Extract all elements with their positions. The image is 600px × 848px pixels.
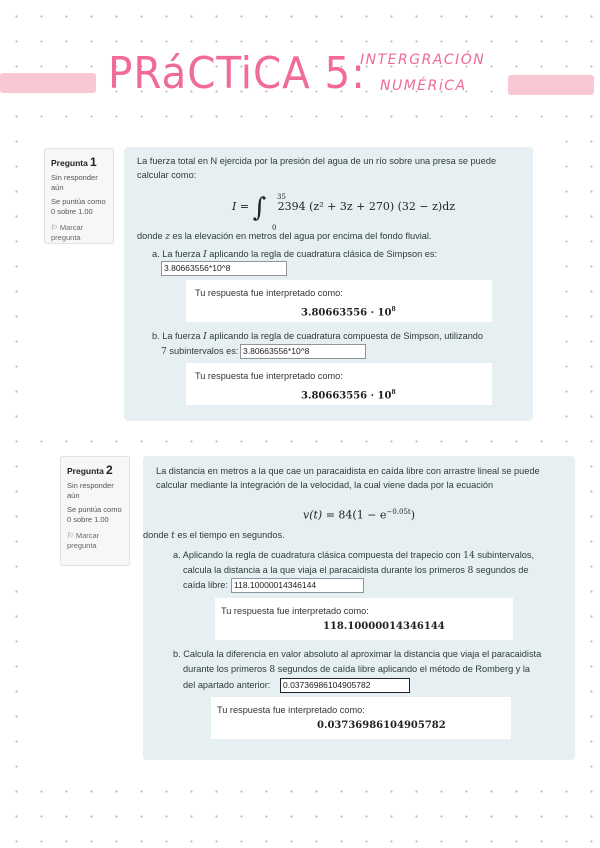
question-status: Sin responder aún	[51, 173, 98, 192]
integral-sign: ∫	[252, 193, 267, 223]
question-2-intro: La distancia en metros a la que cae un paracaidista en caída libre con arrastre lineal se puede calcular mediante la integración de la velocidad, la cual viene dada por la ecuación	[156, 466, 540, 490]
question-2a-line2: calcula la distancia a la que viaja el paracaidista durante los primeros 8 segundos de	[183, 565, 529, 576]
interpretation-label: Tu respuesta fue interpretado como:	[195, 371, 343, 381]
question-1-intro: La fuerza total en N ejercida por la presión del agua de un río sobre una presa se puede calcular como:	[137, 156, 497, 180]
left-banner	[0, 73, 96, 93]
formula-lhs: v(t)	[303, 508, 323, 522]
answer-1a-input[interactable]: 3.80663556*10^8	[161, 261, 287, 276]
question-label: Pregunta	[51, 158, 88, 168]
interpretation-label: Tu respuesta fue interpretado como:	[221, 606, 369, 616]
interpretation-value: $3.80663556 \cdot 10^8$	[301, 306, 396, 319]
question-2b-line1: b. Calcula la diferencia en valor absoluto al aproximar la distancia que viaja el paracaidista	[173, 649, 542, 659]
question-2a-line3: caída libre:	[183, 580, 228, 590]
question-1-content	[124, 147, 533, 421]
question-2b-line2: durante los primeros 8 segundos de caída libre aplicando el método de Romberg y la	[183, 664, 531, 675]
question-2-description: donde t es el tiempo en segundos.	[143, 530, 285, 541]
interpretation-1b	[186, 363, 492, 405]
question-2-info	[60, 456, 130, 566]
page-title: PRáCTiCA 5:	[108, 48, 366, 99]
interpretation-2b	[211, 697, 511, 739]
question-number: 1	[89, 155, 97, 169]
formula-rhs: = 84(1 − e	[325, 508, 387, 522]
formula-exponent: −0.05t	[386, 508, 411, 516]
flag-label: Marcar pregunta	[67, 531, 100, 550]
flag-question-button[interactable]	[51, 223, 109, 243]
question-label: Pregunta	[67, 466, 104, 476]
question-1a-text: a. La fuerza I aplicando la regla de cuadratura clásica de Simpson es:	[152, 249, 438, 260]
flag-icon: ⚐	[51, 223, 58, 232]
interpretation-value: 0.03736986104905782	[317, 720, 446, 731]
question-score: Se puntúa como 0 sobre 1.00	[51, 197, 106, 216]
upper-limit: 35	[277, 193, 286, 201]
interpretation-value: 118.10000014346144	[323, 621, 445, 632]
question-score: Se puntúa como 0 sobre 1.00	[67, 505, 122, 524]
question-2a-line1: a. Aplicando la regla de cuadratura clásica compuesta del trapecio con 14 subintervalos,	[173, 550, 535, 561]
interpretation-label: Tu respuesta fue interpretado como:	[217, 705, 365, 715]
answer-2a-input[interactable]: 118.10000014346144	[231, 578, 364, 593]
interpretation-label: Tu respuesta fue interpretado como:	[195, 288, 343, 298]
question-number: 2	[105, 463, 113, 477]
question-status: Sin responder aún	[67, 481, 114, 500]
question-1-description: donde z es la elevación en metros del agua por encima del fondo fluvial.	[137, 231, 432, 242]
page-subtitle-line1: INTERGRACIÓN	[360, 52, 486, 68]
flag-question-button[interactable]	[67, 531, 125, 551]
interpretation-1a	[186, 280, 492, 322]
right-banner	[508, 75, 594, 95]
question-2b-line3: del apartado anterior:	[183, 680, 271, 690]
answer-1b-input[interactable]: 3.80663556*10^8	[240, 344, 366, 359]
lower-limit: 0	[272, 224, 277, 232]
question-1-formula: I = ∫ 35 0 2394 (z² + 3z + 270) (32 − z)dz	[232, 195, 455, 214]
interpretation-2a	[215, 598, 513, 640]
question-1b-text: b. La fuerza I aplicando la regla de cuadratura compuesta de Simpson, utilizando	[152, 331, 484, 342]
interpretation-value: $3.80663556 \cdot 10^8$	[301, 389, 396, 402]
question-2-formula	[303, 505, 415, 523]
formula-integrand: 2394 (z² + 3z + 270) (32 − z)dz	[277, 200, 456, 213]
question-1b-text-line2: 7 subintervalos es:	[161, 346, 239, 357]
answer-2b-input[interactable]: 0.03736986104905782	[280, 678, 410, 693]
flag-label: Marcar pregunta	[51, 223, 84, 242]
formula-close: )	[410, 508, 416, 522]
question-2-content	[143, 456, 575, 760]
question-1-info	[44, 148, 114, 244]
formula-lhs: I	[232, 200, 237, 213]
flag-icon: ⚐	[67, 531, 74, 540]
page-subtitle-line2: NUMÉRiCA	[380, 78, 467, 94]
